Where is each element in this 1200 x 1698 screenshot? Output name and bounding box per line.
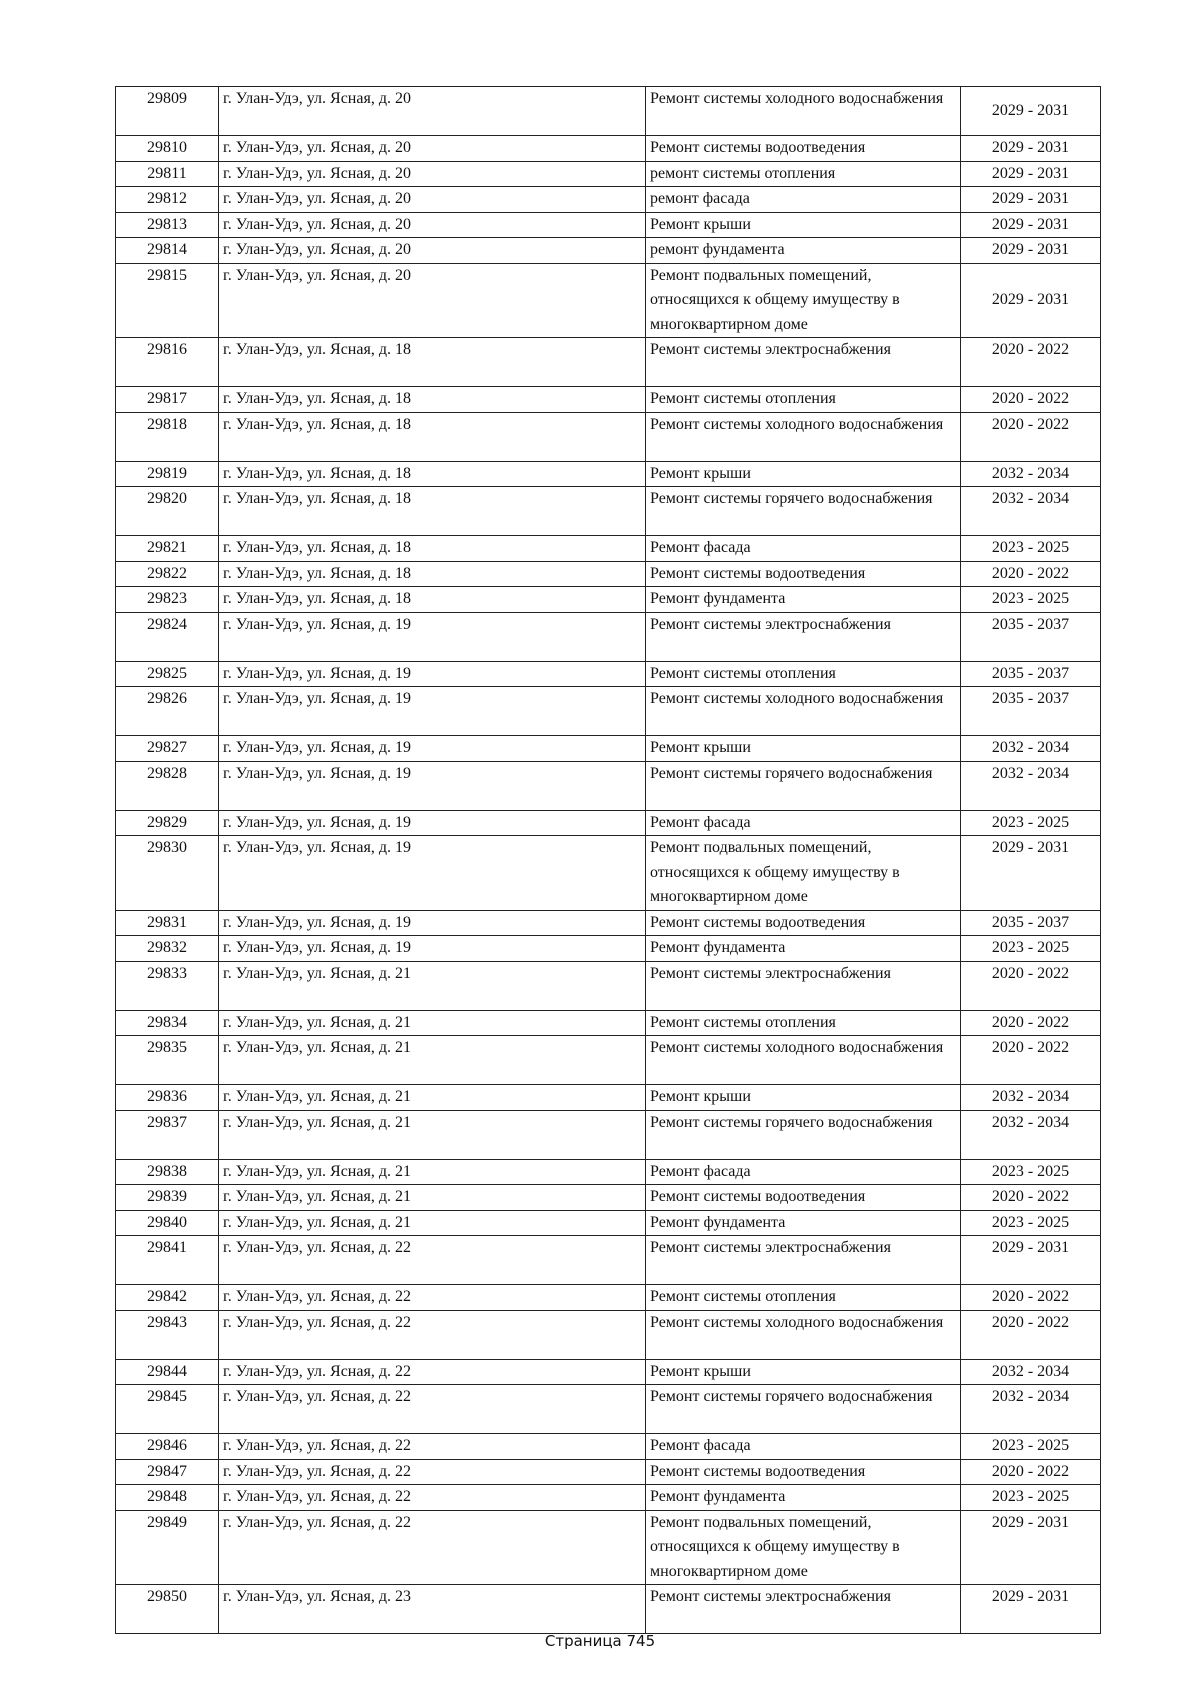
period-cell: 2029 - 2031 xyxy=(961,212,1101,238)
work-type-cell: Ремонт системы отопления xyxy=(646,1010,961,1036)
period-cell: 2032 - 2034 xyxy=(961,1085,1101,1111)
period-cell: 2023 - 2025 xyxy=(961,536,1101,562)
period-cell: 2032 - 2034 xyxy=(961,1110,1101,1159)
row-number-cell: 29842 xyxy=(116,1285,219,1311)
work-type-cell: Ремонт системы отопления xyxy=(646,387,961,413)
period-cell: 2020 - 2022 xyxy=(961,1185,1101,1211)
work-type-cell: Ремонт крыши xyxy=(646,1359,961,1385)
row-number-cell: 29825 xyxy=(116,661,219,687)
work-type-cell: Ремонт системы горячего водоснабжения xyxy=(646,761,961,810)
address-cell: г. Улан-Удэ, ул. Ясная, д. 20 xyxy=(219,136,646,162)
work-type-cell: Ремонт системы холодного водоснабжения xyxy=(646,1036,961,1085)
row-number-cell: 29845 xyxy=(116,1385,219,1434)
period-cell: 2035 - 2037 xyxy=(961,910,1101,936)
table-row xyxy=(116,387,1101,413)
work-type-cell: Ремонт фасада xyxy=(646,536,961,562)
row-number-cell: 29810 xyxy=(116,136,219,162)
row-number-cell: 29831 xyxy=(116,910,219,936)
address-cell: г. Улан-Удэ, ул. Ясная, д. 19 xyxy=(219,836,646,911)
work-type-cell: Ремонт подвальных помещений, относящихся к общему имуществу в многоквартирном доме xyxy=(646,263,961,338)
address-cell: г. Улан-Удэ, ул. Ясная, д. 18 xyxy=(219,338,646,387)
row-number-cell: 29837 xyxy=(116,1110,219,1159)
work-type-cell: Ремонт системы водоотведения xyxy=(646,561,961,587)
address-cell: г. Улан-Удэ, ул. Ясная, д. 21 xyxy=(219,1085,646,1111)
address-cell: г. Улан-Удэ, ул. Ясная, д. 18 xyxy=(219,412,646,461)
address-cell: г. Улан-Удэ, ул. Ясная, д. 22 xyxy=(219,1310,646,1359)
row-number-cell: 29822 xyxy=(116,561,219,587)
address-cell: г. Улан-Удэ, ул. Ясная, д. 21 xyxy=(219,1036,646,1085)
row-number-cell: 29840 xyxy=(116,1210,219,1236)
work-type-cell: Ремонт крыши xyxy=(646,736,961,762)
address-cell: г. Улан-Удэ, ул. Ясная, д. 19 xyxy=(219,910,646,936)
row-number-cell: 29847 xyxy=(116,1459,219,1485)
table-row xyxy=(116,661,1101,687)
work-type-cell: Ремонт системы холодного водоснабжения xyxy=(646,87,961,136)
work-type-cell: Ремонт крыши xyxy=(646,1085,961,1111)
row-number-cell: 29823 xyxy=(116,587,219,613)
table-row xyxy=(116,1485,1101,1511)
period-cell: 2023 - 2025 xyxy=(961,1485,1101,1511)
row-number-cell: 29827 xyxy=(116,736,219,762)
repair-schedule-table xyxy=(115,86,1101,1634)
row-number-cell: 29830 xyxy=(116,836,219,911)
table-row xyxy=(116,238,1101,264)
row-number-cell: 29815 xyxy=(116,263,219,338)
address-cell: г. Улан-Удэ, ул. Ясная, д. 19 xyxy=(219,736,646,762)
period-cell: 2029 - 2031 xyxy=(961,87,1101,136)
work-type-cell: ремонт фасада xyxy=(646,187,961,213)
work-type-cell: Ремонт системы водоотведения xyxy=(646,910,961,936)
table-row xyxy=(116,810,1101,836)
work-type-cell: Ремонт фундамента xyxy=(646,936,961,962)
table-row xyxy=(116,1036,1101,1085)
period-cell: 2032 - 2034 xyxy=(961,461,1101,487)
work-type-cell: Ремонт фасада xyxy=(646,810,961,836)
work-type-cell: Ремонт системы электроснабжения xyxy=(646,961,961,1010)
row-number-cell: 29848 xyxy=(116,1485,219,1511)
period-cell: 2032 - 2034 xyxy=(961,1385,1101,1434)
address-cell: г. Улан-Удэ, ул. Ясная, д. 20 xyxy=(219,187,646,213)
row-number-cell: 29826 xyxy=(116,687,219,736)
period-cell: 2035 - 2037 xyxy=(961,661,1101,687)
table-row xyxy=(116,936,1101,962)
period-cell: 2023 - 2025 xyxy=(961,1210,1101,1236)
table-row xyxy=(116,836,1101,911)
address-cell: г. Улан-Удэ, ул. Ясная, д. 22 xyxy=(219,1285,646,1311)
period-cell: 2023 - 2025 xyxy=(961,936,1101,962)
row-number-cell: 29813 xyxy=(116,212,219,238)
row-number-cell: 29843 xyxy=(116,1310,219,1359)
table-row xyxy=(116,1459,1101,1485)
table-row xyxy=(116,338,1101,387)
table-row xyxy=(116,687,1101,736)
table-row xyxy=(116,161,1101,187)
address-cell: г. Улан-Удэ, ул. Ясная, д. 21 xyxy=(219,1010,646,1036)
page-number-footer: Страница 745 xyxy=(544,1632,656,1650)
work-type-cell: Ремонт системы отопления xyxy=(646,1285,961,1311)
period-cell: 2029 - 2031 xyxy=(961,161,1101,187)
row-number-cell: 29818 xyxy=(116,412,219,461)
address-cell: г. Улан-Удэ, ул. Ясная, д. 18 xyxy=(219,487,646,536)
work-type-cell: Ремонт системы холодного водоснабжения xyxy=(646,412,961,461)
period-cell: 2029 - 2031 xyxy=(961,1236,1101,1285)
row-number-cell: 29811 xyxy=(116,161,219,187)
row-number-cell: 29836 xyxy=(116,1085,219,1111)
row-number-cell: 29812 xyxy=(116,187,219,213)
row-number-cell: 29820 xyxy=(116,487,219,536)
address-cell: г. Улан-Удэ, ул. Ясная, д. 21 xyxy=(219,1185,646,1211)
period-cell: 2023 - 2025 xyxy=(961,1434,1101,1460)
address-cell: г. Улан-Удэ, ул. Ясная, д. 22 xyxy=(219,1385,646,1434)
period-cell: 2023 - 2025 xyxy=(961,1159,1101,1185)
work-type-cell: Ремонт системы водоотведения xyxy=(646,1459,961,1485)
period-cell: 2029 - 2031 xyxy=(961,136,1101,162)
address-cell: г. Улан-Удэ, ул. Ясная, д. 21 xyxy=(219,1210,646,1236)
table-row xyxy=(116,1385,1101,1434)
table-row xyxy=(116,536,1101,562)
address-cell: г. Улан-Удэ, ул. Ясная, д. 19 xyxy=(219,810,646,836)
work-type-cell: Ремонт системы водоотведения xyxy=(646,1185,961,1211)
table-row xyxy=(116,187,1101,213)
row-number-cell: 29817 xyxy=(116,387,219,413)
row-number-cell: 29816 xyxy=(116,338,219,387)
table-row xyxy=(116,1185,1101,1211)
work-type-cell: Ремонт фундамента xyxy=(646,1210,961,1236)
address-cell: г. Улан-Удэ, ул. Ясная, д. 22 xyxy=(219,1359,646,1385)
address-cell: г. Улан-Удэ, ул. Ясная, д. 20 xyxy=(219,263,646,338)
table-row xyxy=(116,487,1101,536)
table-row xyxy=(116,87,1101,136)
work-type-cell: Ремонт системы горячего водоснабжения xyxy=(646,1385,961,1434)
period-cell: 2029 - 2031 xyxy=(961,836,1101,911)
work-type-cell: Ремонт фундамента xyxy=(646,587,961,613)
period-cell: 2020 - 2022 xyxy=(961,1036,1101,1085)
work-type-cell: Ремонт подвальных помещений, относящихся к общему имуществу в многоквартирном доме xyxy=(646,1510,961,1585)
period-cell: 2032 - 2034 xyxy=(961,761,1101,810)
period-cell: 2035 - 2037 xyxy=(961,687,1101,736)
period-cell: 2020 - 2022 xyxy=(961,1310,1101,1359)
row-number-cell: 29821 xyxy=(116,536,219,562)
row-number-cell: 29819 xyxy=(116,461,219,487)
address-cell: г. Улан-Удэ, ул. Ясная, д. 19 xyxy=(219,936,646,962)
period-cell: 2029 - 2031 xyxy=(961,187,1101,213)
work-type-cell: Ремонт системы электроснабжения xyxy=(646,338,961,387)
address-cell: г. Улан-Удэ, ул. Ясная, д. 18 xyxy=(219,387,646,413)
work-type-cell: ремонт системы отопления xyxy=(646,161,961,187)
table-row xyxy=(116,461,1101,487)
table-row xyxy=(116,561,1101,587)
work-type-cell: Ремонт системы электроснабжения xyxy=(646,612,961,661)
address-cell: г. Улан-Удэ, ул. Ясная, д. 18 xyxy=(219,587,646,613)
period-cell: 2029 - 2031 xyxy=(961,238,1101,264)
row-number-cell: 29838 xyxy=(116,1159,219,1185)
table-row xyxy=(116,761,1101,810)
row-number-cell: 29814 xyxy=(116,238,219,264)
row-number-cell: 29828 xyxy=(116,761,219,810)
period-cell: 2023 - 2025 xyxy=(961,587,1101,613)
work-type-cell: Ремонт системы электроснабжения xyxy=(646,1236,961,1285)
work-type-cell: Ремонт системы электроснабжения xyxy=(646,1585,961,1634)
work-type-cell: Ремонт системы отопления xyxy=(646,661,961,687)
period-cell: 2035 - 2037 xyxy=(961,612,1101,661)
address-cell: г. Улан-Удэ, ул. Ясная, д. 19 xyxy=(219,761,646,810)
row-number-cell: 29846 xyxy=(116,1434,219,1460)
address-cell: г. Улан-Удэ, ул. Ясная, д. 22 xyxy=(219,1459,646,1485)
table-row xyxy=(116,1110,1101,1159)
address-cell: г. Улан-Удэ, ул. Ясная, д. 22 xyxy=(219,1434,646,1460)
period-cell: 2032 - 2034 xyxy=(961,487,1101,536)
work-type-cell: Ремонт крыши xyxy=(646,461,961,487)
address-cell: г. Улан-Удэ, ул. Ясная, д. 19 xyxy=(219,612,646,661)
row-number-cell: 29824 xyxy=(116,612,219,661)
row-number-cell: 29850 xyxy=(116,1585,219,1634)
work-type-cell: Ремонт крыши xyxy=(646,212,961,238)
table-row xyxy=(116,612,1101,661)
address-cell: г. Улан-Удэ, ул. Ясная, д. 21 xyxy=(219,1110,646,1159)
period-cell: 2032 - 2034 xyxy=(961,1359,1101,1385)
row-number-cell: 29835 xyxy=(116,1036,219,1085)
address-cell: г. Улан-Удэ, ул. Ясная, д. 21 xyxy=(219,961,646,1010)
table-row xyxy=(116,1434,1101,1460)
address-cell: г. Улан-Удэ, ул. Ясная, д. 20 xyxy=(219,212,646,238)
table-row xyxy=(116,212,1101,238)
period-cell: 2032 - 2034 xyxy=(961,736,1101,762)
work-type-cell: Ремонт системы водоотведения xyxy=(646,136,961,162)
address-cell: г. Улан-Удэ, ул. Ясная, д. 19 xyxy=(219,661,646,687)
work-type-cell: Ремонт фундамента xyxy=(646,1485,961,1511)
work-type-cell: Ремонт системы горячего водоснабжения xyxy=(646,487,961,536)
table-row xyxy=(116,1359,1101,1385)
period-cell: 2020 - 2022 xyxy=(961,1010,1101,1036)
table-row xyxy=(116,1210,1101,1236)
row-number-cell: 29809 xyxy=(116,87,219,136)
work-type-cell: ремонт фундамента xyxy=(646,238,961,264)
work-type-cell: Ремонт фасада xyxy=(646,1434,961,1460)
period-cell: 2020 - 2022 xyxy=(961,338,1101,387)
table-row xyxy=(116,1085,1101,1111)
period-cell: 2020 - 2022 xyxy=(961,561,1101,587)
address-cell: г. Улан-Удэ, ул. Ясная, д. 18 xyxy=(219,536,646,562)
address-cell: г. Улан-Удэ, ул. Ясная, д. 18 xyxy=(219,561,646,587)
row-number-cell: 29841 xyxy=(116,1236,219,1285)
table-row xyxy=(116,136,1101,162)
period-cell: 2029 - 2031 xyxy=(961,1585,1101,1634)
table-row xyxy=(116,1585,1101,1634)
period-cell: 2020 - 2022 xyxy=(961,412,1101,461)
table-row xyxy=(116,736,1101,762)
table-row xyxy=(116,263,1101,338)
table-row xyxy=(116,1159,1101,1185)
row-number-cell: 29849 xyxy=(116,1510,219,1585)
table-row xyxy=(116,961,1101,1010)
address-cell: г. Улан-Удэ, ул. Ясная, д. 22 xyxy=(219,1236,646,1285)
table-row xyxy=(116,1236,1101,1285)
period-cell: 2029 - 2031 xyxy=(961,1510,1101,1585)
address-cell: г. Улан-Удэ, ул. Ясная, д. 20 xyxy=(219,161,646,187)
row-number-cell: 29832 xyxy=(116,936,219,962)
address-cell: г. Улан-Удэ, ул. Ясная, д. 20 xyxy=(219,238,646,264)
table-row xyxy=(116,1010,1101,1036)
row-number-cell: 29839 xyxy=(116,1185,219,1211)
table-row xyxy=(116,1510,1101,1585)
address-cell: г. Улан-Удэ, ул. Ясная, д. 19 xyxy=(219,687,646,736)
work-type-cell: Ремонт системы горячего водоснабжения xyxy=(646,1110,961,1159)
table-row xyxy=(116,1310,1101,1359)
work-type-cell: Ремонт подвальных помещений, относящихся к общему имуществу в многоквартирном доме xyxy=(646,836,961,911)
work-type-cell: Ремонт системы холодного водоснабжения xyxy=(646,687,961,736)
period-cell: 2020 - 2022 xyxy=(961,387,1101,413)
address-cell: г. Улан-Удэ, ул. Ясная, д. 22 xyxy=(219,1510,646,1585)
period-cell: 2020 - 2022 xyxy=(961,1285,1101,1311)
address-cell: г. Улан-Удэ, ул. Ясная, д. 23 xyxy=(219,1585,646,1634)
table-row xyxy=(116,412,1101,461)
work-type-cell: Ремонт системы холодного водоснабжения xyxy=(646,1310,961,1359)
period-cell: 2020 - 2022 xyxy=(961,961,1101,1010)
row-number-cell: 29844 xyxy=(116,1359,219,1385)
row-number-cell: 29829 xyxy=(116,810,219,836)
table-row xyxy=(116,1285,1101,1311)
work-type-cell: Ремонт фасада xyxy=(646,1159,961,1185)
table-row xyxy=(116,910,1101,936)
period-cell: 2029 - 2031 xyxy=(961,263,1101,338)
table-body xyxy=(116,87,1101,1634)
address-cell: г. Улан-Удэ, ул. Ясная, д. 18 xyxy=(219,461,646,487)
period-cell: 2023 - 2025 xyxy=(961,810,1101,836)
period-cell: 2020 - 2022 xyxy=(961,1459,1101,1485)
address-cell: г. Улан-Удэ, ул. Ясная, д. 22 xyxy=(219,1485,646,1511)
table-row xyxy=(116,587,1101,613)
row-number-cell: 29833 xyxy=(116,961,219,1010)
address-cell: г. Улан-Удэ, ул. Ясная, д. 21 xyxy=(219,1159,646,1185)
address-cell: г. Улан-Удэ, ул. Ясная, д. 20 xyxy=(219,87,646,136)
row-number-cell: 29834 xyxy=(116,1010,219,1036)
